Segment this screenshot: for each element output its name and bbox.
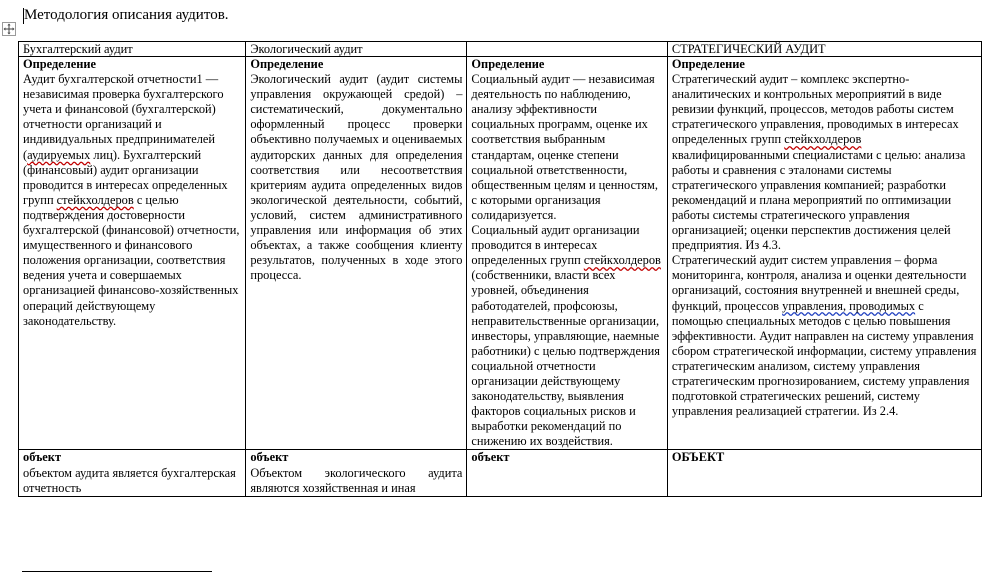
object-label: ОБЪЕКТ [671, 450, 725, 465]
object-row [19, 450, 982, 496]
social-definition-text-2: Социальный аудит организации проводится в интересах определенных групп стейкхолдеров (собственники, власти всех уровней, объединения работодателей, профсоюзы, неправительственные организации, инвесторы, управляющие, наемные работники) с целью подтверждения социальной отчетности организации действующему законодательству, выявления факторов социальных рисков и выработки рекомендаций по снижению их воздействия. [471, 223, 661, 449]
object-label: объект [250, 450, 289, 465]
social-definition-cell[interactable] [467, 57, 667, 450]
header-social-audit[interactable] [467, 42, 667, 57]
ecological-object-cell[interactable] [246, 450, 467, 496]
spelling-flag: стейкхолдеров [784, 132, 862, 147]
accounting-object-text: объектом аудита является бухгалтерская отчетность [23, 465, 236, 495]
document-title: Методология описания аудитов. [24, 7, 229, 23]
strategic-definition-text-1: Стратегический аудит – комплекс экспертно-аналитических и контрольных мероприятий в виде ревизии функций, процессов, методов работы систем стратегического управления, проводимых в интересах определенных групп стейкхолдеров квалифицированными специалистами с целью: анализа работы и сравнения с эталонами системы стратегического управления компанией; разработки рекомендаций и плана мероприятий по оптимизации работы системы стратегического управления организацией; оценки перспектив достижения целей предприятия. Из 4.3. [671, 72, 966, 253]
definition-row [19, 57, 982, 450]
header-row [19, 42, 982, 57]
definition-label: Определение [23, 57, 97, 71]
spelling-flag: аудируемых [27, 147, 91, 162]
audit-methodology-table [18, 41, 982, 497]
accounting-object-cell[interactable] [19, 450, 246, 496]
strategic-object-cell[interactable] [667, 450, 981, 496]
object-label: объект [471, 450, 510, 465]
header-strategic-audit[interactable]: СТРАТЕГИЧЕСКИЙ АУДИТ [667, 42, 981, 57]
accounting-definition-text: Аудит бухгалтерской отчетности1 — независимая проверка бухгалтерского учета и финансовой (бухгалтерской) отчетности организаций и индивидуальных предпринимателей (аудируемых лиц). Бухгалтерский (финансовый) аудит организации проводится в интересах определенных групп стейкхолдеров с целью подтверждения достоверности бухгалтерской (финансовой) отчетности, имущественного и финансового положения организации, соответствия ведения учета и совершаемых организацией финансово-хозяйственных операций действующему законодательству. [23, 72, 240, 328]
definition-label: Определение [250, 57, 324, 71]
spelling-flag: стейкхолдеров [583, 253, 661, 268]
table-move-handle-icon[interactable] [2, 22, 16, 36]
social-object-cell[interactable] [467, 450, 667, 496]
header-ecological-audit[interactable]: Экологический аудит [246, 42, 467, 57]
header-accounting-audit[interactable]: Бухгалтерский аудит [19, 42, 246, 57]
definition-label: Определение [471, 57, 545, 71]
ecological-definition-cell[interactable] [246, 57, 467, 450]
grammar-flag: управления, проводимых [782, 298, 916, 313]
definition-label: Определение [671, 57, 745, 71]
ecological-object-text: Объектом экологического аудита являются хозяйственная и иная [250, 465, 463, 495]
social-definition-text-1: Социальный аудит — независимая деятельность по наблюдению, анализу эффективности социальных программ, оценке их соответствия выбранным стандартам, оценке степени социальной ответственности, общественным целям и ценностям, с которыми организация солидаризуется. [471, 72, 658, 222]
footnote-separator [22, 571, 212, 572]
strategic-definition-cell[interactable] [667, 57, 981, 450]
spelling-flag: стейкхолдеров [56, 192, 134, 207]
ecological-definition-text: Экологический аудит (аудит системы управления окружающей средой) – систематический, документально оформленный процесс проверки объективно получаемых и оцениваемых аудиторских данных для определения соответствия или несоответствия критериям аудита определенных видов экологической деятельности, событий, условий, систем административного управления или информация об этих объектах, а также сообщения клиенту результатов, полученных в ходе этого процесса. [250, 72, 463, 283]
accounting-definition-cell[interactable] [19, 57, 246, 450]
strategic-definition-text-2: Стратегический аудит систем управления – форма мониторинга, контроля, анализа и оценки деятельности организаций, состояния внутренней и внешней среды, функций, процессов управления, проводимых с помощью специальных методов с целью повышения эффективности. Аудит направлен на систему управления сбором стратегической информации, систему управления стратегическим анализом, систему управления стратегическим прогнозированием, систему управления подготовкой стратегических решений, систему управления реализацией стратегии. Из 2.4. [671, 253, 977, 419]
object-label: объект [23, 450, 62, 465]
